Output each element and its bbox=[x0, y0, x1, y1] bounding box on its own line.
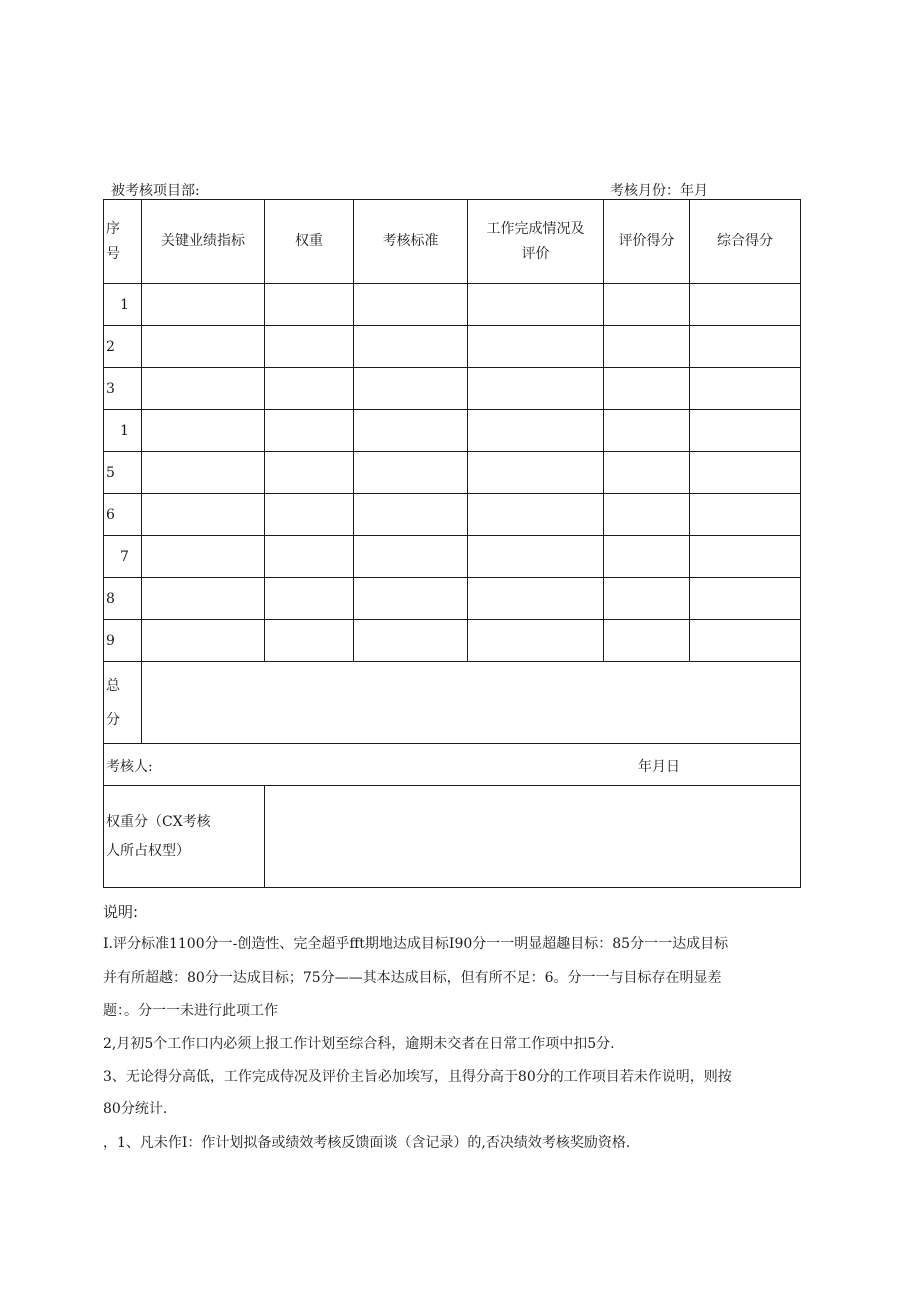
kpi-cell[interactable] bbox=[142, 452, 265, 494]
eval-score-cell[interactable] bbox=[604, 536, 690, 578]
kpi-cell[interactable] bbox=[142, 326, 265, 368]
weight-note-label: 权重分（CX考核 人所占权型） bbox=[104, 786, 265, 888]
assessor-label: 考核人: bbox=[106, 759, 153, 775]
kpi-cell[interactable] bbox=[142, 284, 265, 326]
assessor-cell[interactable] bbox=[104, 744, 801, 786]
kpi-cell[interactable] bbox=[142, 494, 265, 536]
weight-note-row bbox=[104, 786, 801, 888]
row-number: 9 bbox=[104, 620, 142, 662]
eval-score-cell[interactable] bbox=[604, 284, 690, 326]
completion-cell[interactable] bbox=[468, 368, 604, 410]
total-score-cell[interactable] bbox=[690, 620, 801, 662]
completion-cell[interactable] bbox=[468, 410, 604, 452]
weight-cell[interactable] bbox=[265, 326, 354, 368]
assessed-department-label: 被考核项目部: bbox=[111, 183, 200, 199]
header-weight: 权重 bbox=[265, 200, 354, 284]
standard-cell[interactable] bbox=[354, 284, 468, 326]
total-score-cell[interactable] bbox=[690, 368, 801, 410]
header-standard: 考核标准 bbox=[354, 200, 468, 284]
header-completion: 工作完成情况及 评价 bbox=[468, 200, 604, 284]
table-row bbox=[104, 452, 801, 494]
row-number: 3 bbox=[104, 368, 142, 410]
note-item-1-line-3: 题：。分一一未进行此项工作 bbox=[103, 1003, 278, 1019]
kpi-cell[interactable] bbox=[142, 410, 265, 452]
standard-cell[interactable] bbox=[354, 452, 468, 494]
table-row bbox=[104, 536, 801, 578]
total-score-cell[interactable] bbox=[690, 494, 801, 536]
note-item-1-line-2: 并有所超越：80分一达成目标；75分——其本达成目标，但有所不足：6。分一一与目标存在明显差 bbox=[103, 970, 722, 986]
row-number: 7 bbox=[104, 536, 142, 578]
eval-score-cell[interactable] bbox=[604, 620, 690, 662]
row-number: 1 bbox=[104, 284, 142, 326]
completion-cell[interactable] bbox=[468, 326, 604, 368]
kpi-cell[interactable] bbox=[142, 536, 265, 578]
table-row bbox=[104, 494, 801, 536]
row-number: 2 bbox=[104, 326, 142, 368]
total-score-cell[interactable] bbox=[690, 326, 801, 368]
standard-cell[interactable] bbox=[354, 326, 468, 368]
assessment-table bbox=[103, 199, 801, 888]
assessment-month-label: 考核月份：年月 bbox=[610, 183, 708, 199]
note-item-2: 2,月初5个工作口内必须上报工作计划至综合科，逾期未交者在日常工作项中扣5分. bbox=[103, 1036, 615, 1052]
total-label: 总 分 bbox=[104, 662, 142, 744]
assessor-row bbox=[104, 744, 801, 786]
weight-cell[interactable] bbox=[265, 536, 354, 578]
eval-score-cell[interactable] bbox=[604, 578, 690, 620]
date-label: 年月日 bbox=[638, 759, 680, 775]
total-score-field[interactable] bbox=[142, 662, 801, 744]
standard-cell[interactable] bbox=[354, 410, 468, 452]
kpi-cell[interactable] bbox=[142, 578, 265, 620]
note-item-4: ，1、凡未作I：作计划拟备或绩效考核反馈面谈（含记录）的,否决绩效考核奖励资格. bbox=[103, 1135, 631, 1151]
total-score-cell[interactable] bbox=[690, 578, 801, 620]
eval-score-cell[interactable] bbox=[604, 410, 690, 452]
eval-score-cell[interactable] bbox=[604, 368, 690, 410]
table-row bbox=[104, 284, 801, 326]
weight-cell[interactable] bbox=[265, 410, 354, 452]
completion-cell[interactable] bbox=[468, 578, 604, 620]
eval-score-cell[interactable] bbox=[604, 494, 690, 536]
header-total-score: 综合得分 bbox=[690, 200, 801, 284]
standard-cell[interactable] bbox=[354, 578, 468, 620]
completion-cell[interactable] bbox=[468, 536, 604, 578]
completion-cell[interactable] bbox=[468, 620, 604, 662]
total-row bbox=[104, 662, 801, 744]
row-number: 5 bbox=[104, 452, 142, 494]
note-item-1-line-1: I.评分标准1100分一-创造性、完全超乎fft期地达成目标I90分一一明显超趣目标：85分一一达成目标 bbox=[103, 936, 729, 952]
table-row bbox=[104, 368, 801, 410]
kpi-cell[interactable] bbox=[142, 368, 265, 410]
weight-cell[interactable] bbox=[265, 620, 354, 662]
row-number: 6 bbox=[104, 494, 142, 536]
total-score-cell[interactable] bbox=[690, 284, 801, 326]
weight-cell[interactable] bbox=[265, 494, 354, 536]
standard-cell[interactable] bbox=[354, 494, 468, 536]
completion-cell[interactable] bbox=[468, 284, 604, 326]
weight-cell[interactable] bbox=[265, 452, 354, 494]
standard-cell[interactable] bbox=[354, 368, 468, 410]
weight-cell[interactable] bbox=[265, 578, 354, 620]
notes-title: 说明: bbox=[103, 903, 139, 921]
weight-note-field[interactable] bbox=[265, 786, 801, 888]
completion-cell[interactable] bbox=[468, 494, 604, 536]
weight-cell[interactable] bbox=[265, 368, 354, 410]
header-eval-score: 评价得分 bbox=[604, 200, 690, 284]
total-score-cell[interactable] bbox=[690, 410, 801, 452]
note-item-3-line-2: 80分统计. bbox=[103, 1101, 168, 1117]
standard-cell[interactable] bbox=[354, 620, 468, 662]
standard-cell[interactable] bbox=[354, 536, 468, 578]
header-kpi: 关键业绩指标 bbox=[142, 200, 265, 284]
row-number: 8 bbox=[104, 578, 142, 620]
total-score-cell[interactable] bbox=[690, 452, 801, 494]
table-row bbox=[104, 620, 801, 662]
kpi-cell[interactable] bbox=[142, 620, 265, 662]
table-row bbox=[104, 410, 801, 452]
total-score-cell[interactable] bbox=[690, 536, 801, 578]
eval-score-cell[interactable] bbox=[604, 452, 690, 494]
eval-score-cell[interactable] bbox=[604, 326, 690, 368]
table-row bbox=[104, 326, 801, 368]
table-header-row bbox=[104, 200, 801, 284]
note-item-3-line-1: 3、无论得分高低，工作完成侍况及评价主旨必加埃写，且得分高于80分的工作项目若未作说明，则按 bbox=[103, 1069, 732, 1085]
header-seq: 序 号 bbox=[104, 200, 142, 284]
weight-cell[interactable] bbox=[265, 284, 354, 326]
row-number: 1 bbox=[104, 410, 142, 452]
completion-cell[interactable] bbox=[468, 452, 604, 494]
table-row bbox=[104, 578, 801, 620]
